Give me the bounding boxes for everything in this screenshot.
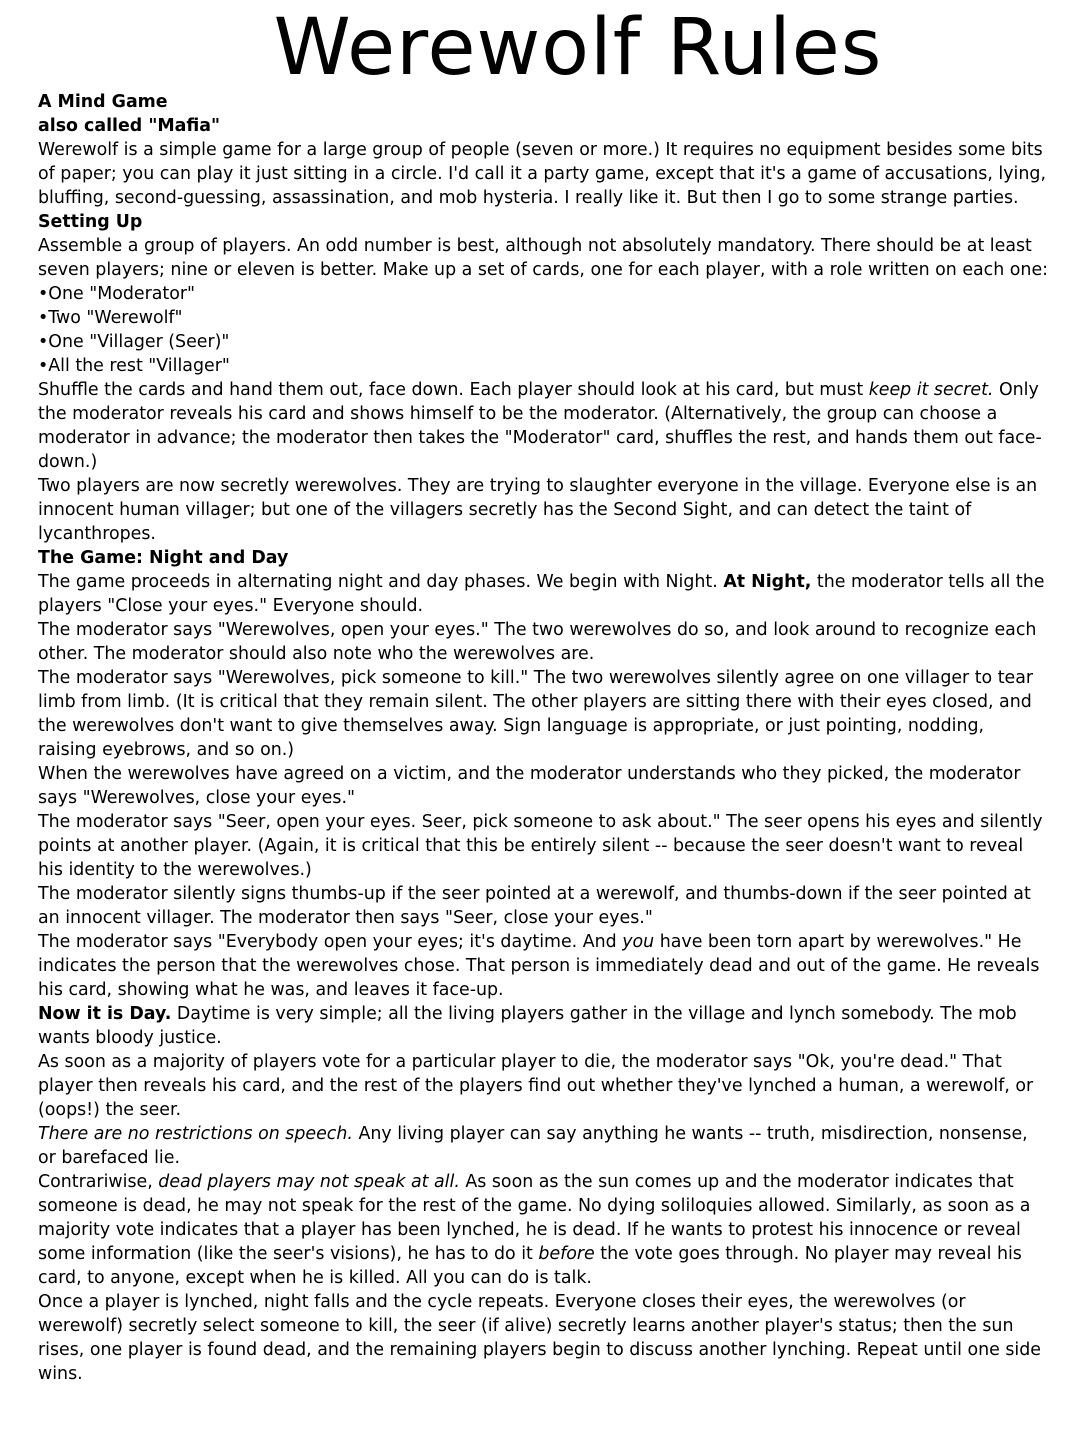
document-page: [38, 0, 1048, 1386]
setup-paragraph-3: Two players are now secretly werewolves. They are trying to slaughter everyone in the village. Everyone else is an innocent human villager; but one of the villagers secretly has the Second Sight, and can detect the taint of lycanthropes.: [38, 476, 1038, 544]
emphasis-text: There are no restrictions on speech.: [38, 1124, 353, 1144]
text-run: The game proceeds in alternating night and day phases. We begin with Night.: [38, 572, 724, 592]
game-paragraph-2: The moderator says "Werewolves, open your eyes." The two werewolves do so, and look around to recognize each other. The moderator should also note who the werewolves are.: [38, 620, 1037, 664]
emphasis-text: before: [538, 1244, 595, 1264]
intro-paragraph: Werewolf is a simple game for a large group of people (seven or more.) It requires no equipment besides some bits of paper; you can play it just sitting in a circle. I'd call it a party game, except that it's a game of accusations, lying, bluffing, second-guessing, assassination, and mob hysteria. I really like it. But then I go to some strange parties.: [38, 140, 1046, 208]
text-run: have been torn apart by werewolves." He indicates the person that the werewolves chose. That person is immediately dead and out of the game. He reveals his card, showing what he was, and leaves it face-up.: [38, 932, 1040, 1000]
text-run: the vote goes through. No player may reveal his card, to anyone, except when he is killed. All you can do is talk.: [38, 1244, 1022, 1288]
game-paragraph-7: [38, 930, 1048, 1002]
game-paragraph-4: When the werewolves have agreed on a victim, and the moderator understands who they picked, the moderator says "Werewolves, close your eyes.": [38, 764, 1021, 808]
bold-text: At Night,: [723, 572, 812, 592]
game-paragraph-12: Once a player is lynched, night falls and the cycle repeats. Everyone closes their eyes, the werewolves (or werewolf) secretly select someone to kill, the seer (if alive) secretly learns another player's status; then the sun rises, one player is found dead, and the remaining players begin to discuss another lynching. Repeat until one side wins.: [38, 1292, 1041, 1384]
setup-paragraph-2: [38, 378, 1048, 474]
subtitle-also-called: also called "Mafia": [38, 116, 221, 136]
game-paragraph-8: [38, 1002, 1048, 1050]
card-list-item: •One "Moderator": [38, 284, 195, 304]
text-run: As soon as the sun comes up and the moderator indicates that someone is dead, he may not speak for the rest of the game. No dying soliloquies allowed. Similarly, as soon as a majority vote indicates that a player has been lynched, he is dead. If he wants to protest his innocence or reveal some information (like the seer's visions), he has to do it: [38, 1172, 1031, 1264]
text-run: Contrariwise,: [38, 1172, 159, 1192]
game-paragraph-10: [38, 1122, 1048, 1170]
bold-text: Now it is Day.: [38, 1004, 172, 1024]
emphasis-text: you: [622, 932, 655, 952]
document-body: [38, 90, 1048, 1386]
text-run: the moderator tells all the players "Close your eyes." Everyone should.: [38, 572, 1045, 616]
setup-paragraph-1: Assemble a group of players. An odd number is best, although not absolutely mandatory. There should be at least seven players; nine or eleven is better. Make up a set of cards, one for each player, with a role written on each one:: [38, 236, 1049, 280]
card-list-item: •One "Villager (Seer)": [38, 332, 230, 352]
game-paragraph-3: The moderator says "Werewolves, pick someone to kill." The two werewolves silently agree on one villager to tear limb from limb. (It is critical that they remain silent. The other players are sitting there with their eyes closed, and the werewolves don't want to give themselves away. Sign language is appropriate, or just pointing, nodding, raising eyebrows, and so on.): [38, 668, 1034, 760]
subtitle-mind-game: A Mind Game: [38, 92, 168, 112]
game-paragraph-11: [38, 1170, 1048, 1290]
card-list-item: •All the rest "Villager": [38, 356, 230, 376]
section-heading-setting-up: Setting Up: [38, 212, 143, 232]
page-title: Werewolf Rules: [273, 3, 883, 93]
text-run: The moderator says "Everybody open your eyes; it's daytime. And: [38, 932, 623, 952]
card-list-item: •Two "Werewolf": [38, 308, 183, 328]
text-run: Any living player can say anything he wants -- truth, misdirection, nonsense, or barefaced lie.: [38, 1124, 1028, 1168]
emphasis-text: dead players may not speak at all.: [158, 1172, 460, 1192]
section-heading-night-and-day: The Game: Night and Day: [38, 548, 289, 568]
game-paragraph-6: The moderator silently signs thumbs-up if the seer pointed at a werewolf, and thumbs-down if the seer pointed at an innocent villager. The moderator then says "Seer, close your eyes.": [38, 884, 1031, 928]
game-paragraph-5: The moderator says "Seer, open your eyes. Seer, pick someone to ask about." The seer opens his eyes and silently points at another player. (Again, it is critical that this be entirely silent -- because the seer doesn't want to reveal his identity to the werewolves.): [38, 812, 1043, 880]
emphasis-text: keep it secret.: [868, 380, 994, 400]
text-run: Only the moderator reveals his card and shows himself to be the moderator. (Alternatively, the group can choose a moderator in advance; the moderator then takes the "Moderator" card, shuffles the rest, and hands them out face-down.): [38, 380, 1042, 472]
text-run: Daytime is very simple; all the living players gather in the village and lynch somebody. The mob wants bloody justice.: [38, 1004, 1017, 1048]
text-run: Shuffle the cards and hand them out, face down. Each player should look at his card, but must: [38, 380, 869, 400]
game-paragraph-9: As soon as a majority of players vote for a particular player to die, the moderator says "Ok, you're dead." That player then reveals his card, and the rest of the players find out whether they've lynched a human, a werewolf, or (oops!) the seer.: [38, 1052, 1034, 1120]
game-paragraph-1: [38, 570, 1048, 618]
